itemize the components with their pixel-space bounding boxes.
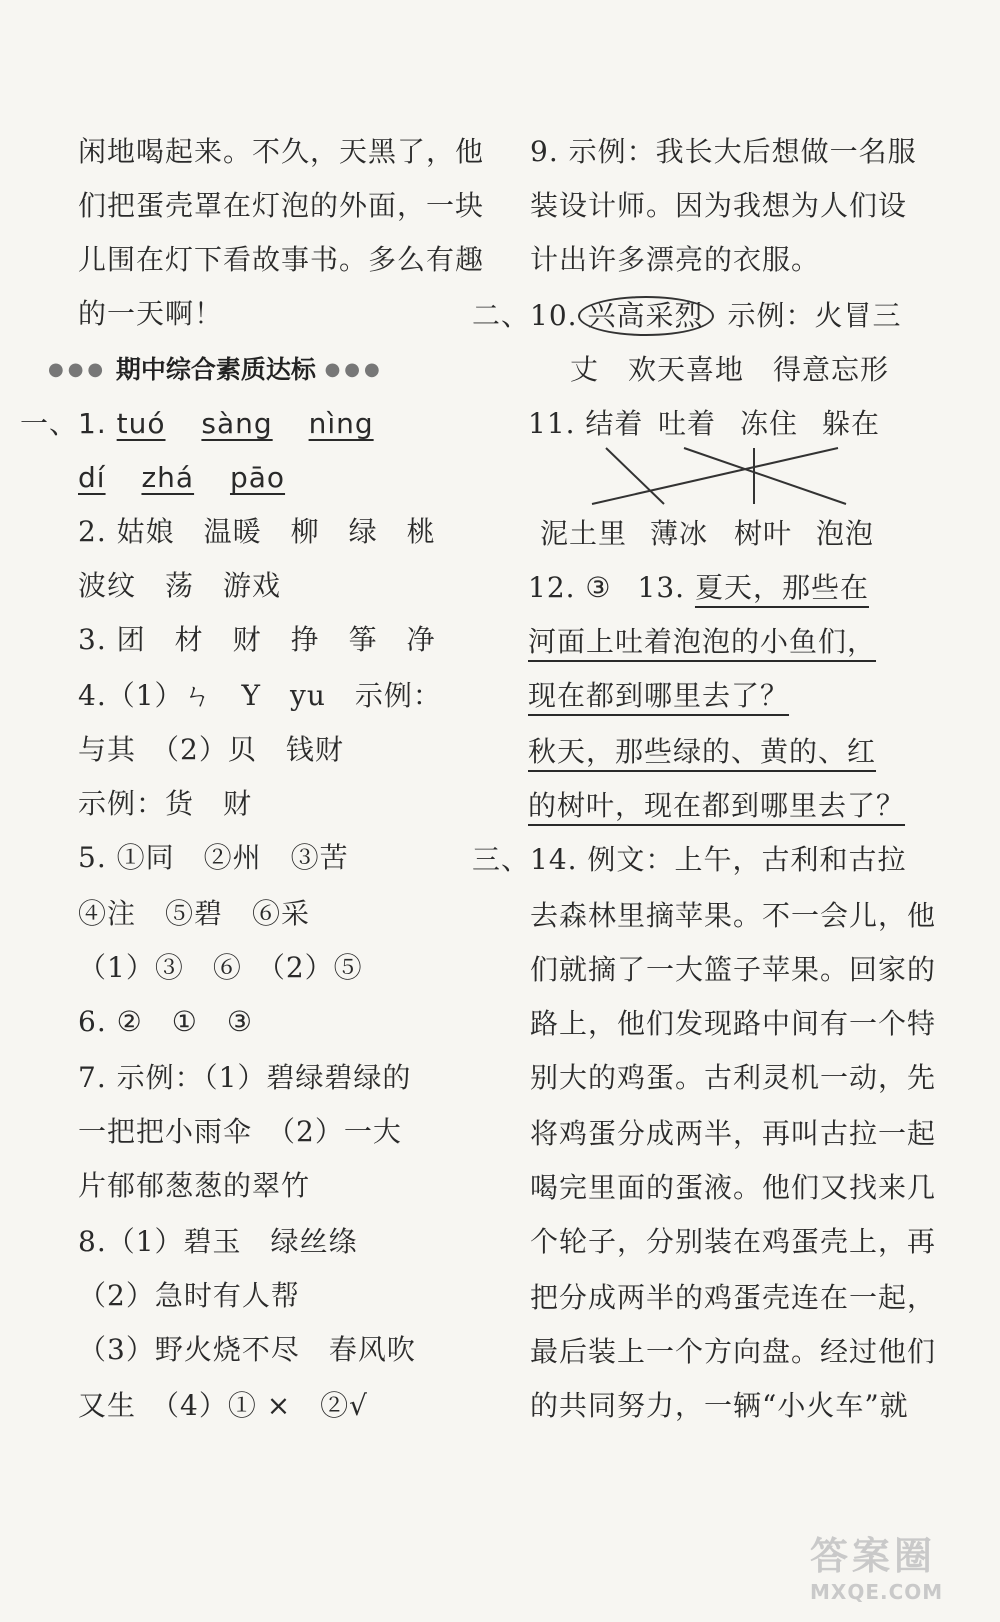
q13-line-5 bbox=[528, 786, 905, 826]
q4-line-3: 示例：货 财 bbox=[78, 787, 253, 820]
q4-line-2: 与其 （2）贝 钱财 bbox=[78, 733, 344, 766]
q11-bottom-word: 泡泡 bbox=[816, 517, 875, 550]
q11-bottom-word: 薄冰 bbox=[650, 517, 709, 550]
q14-line: 喝完里面的蛋液。他们又找来几 bbox=[530, 1171, 937, 1204]
q14-text: 上午，古利和古拉 bbox=[674, 843, 907, 876]
q13-answer-line: 现在都到哪里去了？ bbox=[528, 679, 790, 712]
q11-top-word: 吐着 bbox=[658, 407, 717, 440]
q1-pinyin: nìng bbox=[308, 407, 374, 440]
q10-prefix: 二、10. bbox=[472, 299, 578, 332]
watermark-title: 答案圈 bbox=[810, 1534, 937, 1578]
q7-line-3: 片郁郁葱葱的翠竹 bbox=[78, 1169, 311, 1202]
q13-answer-line: 河面上吐着泡泡的小鱼们， bbox=[528, 625, 877, 658]
section-title: 期中综合素质达标 bbox=[115, 355, 316, 384]
site-watermark bbox=[810, 1525, 943, 1604]
q2-line-1: 2. 姑娘 温暖 柳 绿 桃 bbox=[78, 515, 436, 548]
q1-pinyin: dí bbox=[78, 461, 106, 494]
q5-line-3: （1）③ ⑥ （2）⑤ bbox=[78, 951, 363, 984]
q11-top-word: 躲在 bbox=[822, 407, 881, 440]
q9-line-2: 装设计师。因为我想为人们设 bbox=[530, 189, 908, 222]
q14-label: 三、14. 例文： bbox=[472, 843, 675, 876]
q14-line: 去森林里摘苹果。不一会儿，他 bbox=[530, 899, 937, 932]
intro-line-4: 的一天啊！ bbox=[78, 297, 224, 330]
dots-decoration-left: ●●● bbox=[48, 359, 108, 380]
q14-line: 别大的鸡蛋。古利灵机一动，先 bbox=[530, 1061, 937, 1094]
q14-line: 最后装上一个方向盘。经过他们 bbox=[530, 1335, 937, 1368]
q6-line: 6. ② ① ③ bbox=[78, 1005, 253, 1038]
q14-line: 的共同努力，一辆“小火车”就 bbox=[530, 1389, 909, 1422]
q8-line-2: （2）急时有人帮 bbox=[78, 1279, 300, 1312]
q13-line-4 bbox=[528, 732, 876, 772]
q9-line-3: 计出许多漂亮的衣服。 bbox=[530, 243, 821, 276]
q13-label: 13. bbox=[637, 571, 686, 604]
q5-line-1: 5. ①同 ②州 ③苦 bbox=[78, 841, 349, 874]
q12-answer: 12. ③ bbox=[528, 571, 612, 604]
q8-line-1: 8.（1）碧玉 绿丝绦 bbox=[78, 1225, 358, 1258]
q7-line-1: 7. 示例：（1）碧绿碧绿的 bbox=[78, 1061, 412, 1094]
q1-pinyin: zhá bbox=[141, 461, 195, 494]
match-line bbox=[592, 448, 838, 504]
q8-line-4: 又生 （4）① × ②√ bbox=[78, 1389, 369, 1422]
match-line bbox=[606, 448, 664, 504]
q13-answer-line: 夏天，那些在 bbox=[694, 571, 869, 604]
q13-line-3 bbox=[528, 676, 789, 716]
q13-line-2 bbox=[528, 622, 876, 662]
q11-top-word: 11. 结着 bbox=[528, 407, 644, 440]
dots-decoration-right: ●●● bbox=[324, 359, 384, 380]
intro-line-3: 儿围在灯下看故事书。多么有趣 bbox=[78, 243, 485, 276]
q10-circled-answer: 兴高采烈 bbox=[578, 296, 714, 336]
q14-line-1 bbox=[472, 840, 906, 880]
q11-top-word: 冻住 bbox=[740, 407, 799, 440]
q9-line-1: 9. 示例：我长大后想做一名服 bbox=[530, 135, 917, 168]
q14-line: 把分成两半的鸡蛋壳连在一起， bbox=[530, 1281, 937, 1314]
q8-line-3: （3）野火烧不尽 春风吹 bbox=[78, 1333, 416, 1366]
watermark-url: MXQE.COM bbox=[810, 1580, 944, 1604]
q3-line: 3. 团 材 财 挣 筝 净 bbox=[78, 623, 436, 656]
q4-line-1: 4.（1）ㄣ Y yu 示例： bbox=[78, 679, 442, 712]
intro-line-2: 们把蛋壳罩在灯泡的外面，一块 bbox=[78, 189, 485, 222]
q13-answer-line: 的树叶，现在都到哪里去了？ bbox=[528, 789, 906, 822]
q14-line: 个轮子，分别装在鸡蛋壳上，再 bbox=[530, 1225, 937, 1258]
q10-line-2: 丈 欢天喜地 得意忘形 bbox=[570, 353, 890, 386]
q11-bottom-word: 树叶 bbox=[734, 517, 793, 550]
q10-example: 示例：火冒三 bbox=[727, 299, 902, 332]
q12-q13-line bbox=[528, 568, 869, 608]
q1-pinyin: pāo bbox=[229, 461, 286, 494]
q2-line-2: 波纹 荡 游戏 bbox=[78, 569, 282, 602]
q11-bottom-word: 泥土里 bbox=[540, 517, 628, 550]
q14-line: 路上，他们发现路中间有一个特 bbox=[530, 1007, 937, 1040]
q1-number: 1. bbox=[78, 407, 107, 440]
q14-line: 们就摘了一大篮子苹果。回家的 bbox=[530, 953, 937, 986]
match-line bbox=[684, 448, 846, 504]
q5-line-2: ④注 ⑤碧 ⑥采 bbox=[78, 897, 311, 930]
q14-line: 将鸡蛋分成两半，再叫古拉一起 bbox=[530, 1117, 937, 1150]
part1-label: 一、 bbox=[20, 407, 79, 440]
q13-answer-line: 秋天，那些绿的、黄的、红 bbox=[528, 735, 877, 768]
q1-pinyin: tuó bbox=[116, 407, 166, 440]
intro-line-1: 闲地喝起来。不久，天黑了，他 bbox=[78, 135, 485, 168]
q7-line-2: 一把把小雨伞 （2）一大 bbox=[78, 1115, 402, 1148]
q1-pinyin: sàng bbox=[201, 407, 273, 440]
